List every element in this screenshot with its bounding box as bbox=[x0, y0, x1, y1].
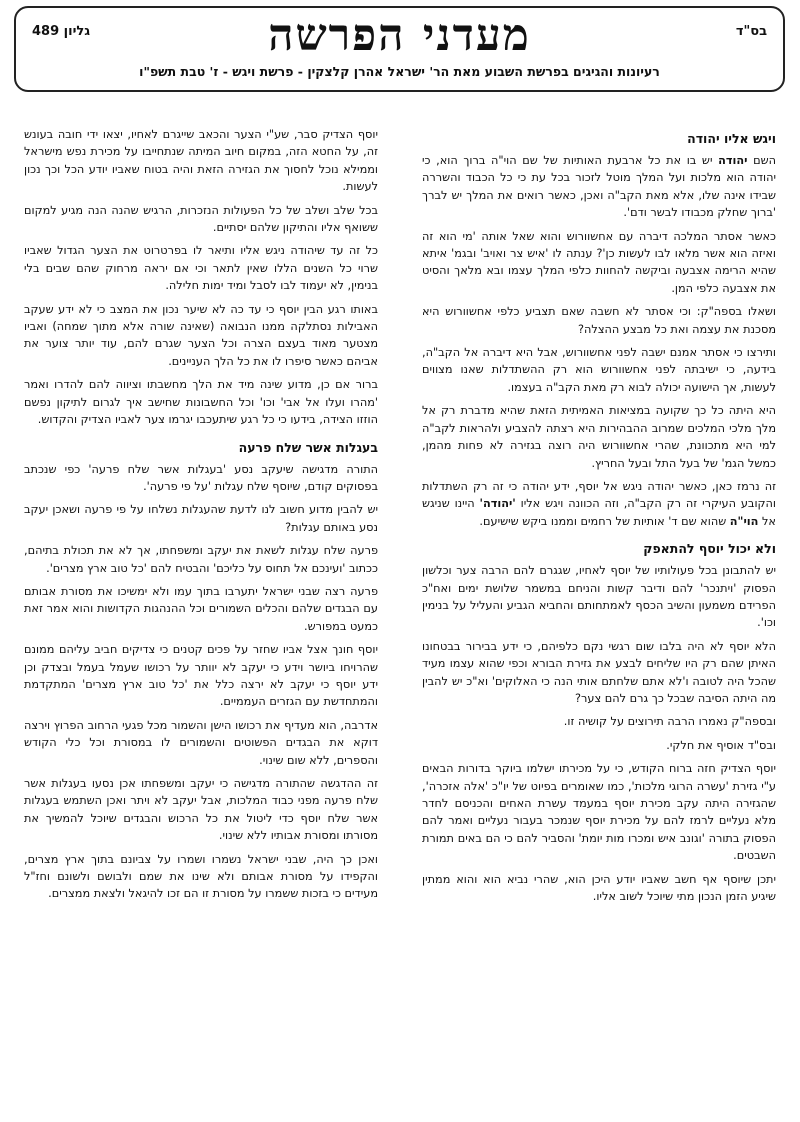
paragraph: הלא יוסף לא היה בלבו שום רגשי נקם כלפיהם, כי ידע בבירור בבטחונו האיתן שהם רק היו שליחים לבצע את גזירת הבורא וכפי שהוא עצמו מעיד שהכל היה לטובה ו'לא אתם שלחתם אותי הנה כי האלוקים' וא"כ יש להבין מה היתה הסיבה שבכל כך גרם להם צער? bbox=[422, 639, 776, 705]
right-column bbox=[422, 126, 776, 911]
paragraph: ברור אם כן, מדוע שינה מיד את הלך מחשבתו וציווה להם להדרו ואמר 'מהרו ועלו אל אבי' וכו' וכל החשבונות שחישב איך לגרום לתיקון נפשם הוזזו הצידה, בידעו כי כל רגע שיתעכבו יגרמו צער לאביו הצדיק והקדוש. bbox=[24, 378, 378, 427]
paragraph: יש להבין מדוע חשוב לנו לדעת שהעגלות נשלחו על פי פרעה ושאכן יעקב נסע באותם עגלות? bbox=[24, 503, 378, 534]
section-heading: ולא יכול יוסף להתאפק bbox=[643, 541, 776, 557]
paragraph: בכל שלב ושלב של כל הפעולות הנזכרות, הרגיש שהנה הנה מגיע למקום ששואף אליו והתיקון שלהם יסתיים. bbox=[24, 203, 378, 235]
paragraph: יתכן שיוסף אף חשב שאביו יודע היכן הוא, שהרי נביא הוא והוא ממתין שיגיע הזמן הנכון מתי שיוכל לשוב אליו. bbox=[422, 872, 776, 904]
newsletter-subtitle: רעיונות והגיגים בפרשת השבוע מאת הר' ישראל אהרן קלצקין - פרשת ויגש - ז' טבת תשפ"ו bbox=[139, 64, 660, 79]
paragraph: יוסף הצדיק חזה ברוח הקודש, כי על מכירתו ישלמו ביוקר בדורות הבאים ע"י גזירת 'עשרה הרוגי מלכות', כמו שאומרים בפיוט של יו"כ 'אלה אזכרה', שהגזירה היתה עקב מכירת יוסף במעמד עשרת האחים והכניסם לחדר מלא נעליים לרמז להם על מכירת יוסף שנמכר בעבור נעליים ואמר להם הפסוק בתורה 'וגונב איש ומכרו מות יומת' והסביר להם כי הם באים תמורת השבטים. bbox=[422, 762, 776, 863]
paragraph: ובספה"ק נאמרו הרבה תירוצים על קושיה זו. bbox=[563, 715, 776, 729]
paragraph: יוסף חונך אצל אביו שחזר על פכים קטנים כי צדיקים חביב עליהם ממונם שהרויחו ביושר וידע כי יעקב לא יוותר על רכושו שעמל בעמל ובצדק וכן ידע יוסף כי יעקב לא ירצה כלל את 'כל טוב ארץ מצרים' המתקדמת והמתחדשת עם הגזרים העממיים. bbox=[24, 643, 378, 709]
bsd-label: בס"ד bbox=[735, 24, 767, 39]
masthead-frame bbox=[14, 6, 785, 92]
bold-word: הוי"ה bbox=[729, 514, 759, 528]
paragraph: זה ההדגשה שהתורה מדגישה כי יעקב ומשפחתו אכן נסעו בעגלות אשר שלח פרעה מפני כבוד המלכות, אבל יעקב לא ויתר ואכן השתמש בעגלות אשר שלח יוסף כדי ליטול את כל הרכוש והבגדים שיוכל להמשיך את מסורתו ומסורת אבותיו ללא שינוי. bbox=[24, 777, 378, 843]
section-heading: בעגלות אשר שלח פרעה bbox=[238, 439, 378, 455]
section-heading: ויגש אליו יהודה bbox=[687, 131, 776, 146]
left-column bbox=[24, 126, 378, 909]
issue-number: גליון 489 bbox=[32, 24, 91, 39]
paragraph: פרעה שלח עגלות לשאת את יעקב ומשפחתו, אך לא את תכולת בתיהם, ככתוב 'ועינכם אל תחוס על כליכם' והבטיח להם 'כל טוב ארץ מצרים'. bbox=[24, 544, 378, 575]
paragraph: ואכן כך היה, שבני ישראל נשמרו ושמרו על צביונם בתוך ארץ מצרים, והקפידו על מסורת אבותם ולא שינו את שמם ולבושם ולשונם וחז"ל מעידים כי בזכות ששמרו על מסורת זו הם זכו להיגאל ולצאת ממצרים. bbox=[24, 852, 378, 901]
paragraph: יש להתבונן בכל פעולותיו של יוסף לאחיו, שגגרם להם הרבה צער וכלשון הפסוק 'ויתנכר' להם ודיבר קשות והניחם במשמר שלושת ימים ואח"כ הפרידם משמעון והשיב הכסף לאמתחותם והחביא הגביע והעליל על בנימין וכו'. bbox=[422, 564, 776, 630]
paragraph: כל זה עד שיהודה ניגש אליו ותיאר לו בפרטרוט את הצער הגדול שאביו שרוי כל השנים הללו שאין לתאר וכי אם יראה מרחוק שהם שבים בלי בנימין, לא יעמוד לבו לסבל ומיד ימות חלילה. bbox=[24, 244, 378, 293]
paragraph: אדרבה, הוא מעדיף את רכושו הישן והשמור מכל פגעי הרחוב הפרוץ וירצה דוקא את הבגדים הפשוטים והשמורים לו במסורת וכל כלי הקודש והספרים, ללא שום שינוי. bbox=[24, 718, 378, 767]
bold-word: יהודה bbox=[718, 154, 748, 167]
paragraph: זה נרמז כאן, כאשר יהודה ניגש אל יוסף, ידע יהודה כי זה רק השתדלות והקובע העיקרי זה רק הקב"ה, וזה הכוונה ויגש אליו 'יהודה' היינו שניגש אל הוי"ה שהוא שם ד' אותיות של רחמים וממנו ביקש שישיעם. bbox=[422, 479, 776, 528]
paragraph: כאשר אסתר המלכה דיברה עם אחשוורוש והוא שאל אותה 'מי הוא זה ואיזה הוא אשר מלאו לבו לעשות כן'? ענתה לו 'איש צר ואויב' ובגמ' איתא שהיא הרימה אצבעה וביקשה להחוות כלפי המלך עצמו ובא מלאך והסיט את אצבעה כלפי המן. bbox=[422, 229, 776, 295]
paragraph: פרעה רצה שבני ישראל יתערבו בתוך עמו ולא ימשיכו את מסורת אבותם עם הבגדים שלהם והכלים השמורים וכל ההנהגות הקדושות והוא אמר זאת כמעט במפורש. bbox=[24, 584, 378, 633]
newsletter-title: מעדני הפרשה bbox=[268, 10, 531, 61]
bold-word: 'יהודה' bbox=[479, 497, 516, 511]
paragraph: באותו רגע הבין יוסף כי עד כה לא שיער נכון את המצב כי לא ידע שעקב האבילות נסתלקה ממנו הנבואה (שאינה שורה אלא מתוך שמחה) ואביו מצטער מאוד בעצם הצרה וכל הצער שגרם להם, עוד יותר צוער את אביהם כאשר סיפרו לו את כל הלך העניינים. bbox=[24, 302, 378, 368]
paragraph: יוסף הצדיק סבר, שע"י הצער והכאב שייגרם לאחיו, יצאו ידי חובה בעונש זה, על החטא הזה, במקום חיוב המיתה שנתחייבו על מכירת נפש מישראל וממילא נוכל לחסוך את הגזירה הזאת והיה בטוח שאביו יודע הכל וכך נכון לעשות. bbox=[24, 128, 378, 194]
paragraph: השם יהודה יש בו את כל ארבעת האותיות של שם הוי"ה ברוך הוא, כי יהודה הוא מלכות ועל המלך מוטל לזכור בכל עת כי כל הכבוד והשררה שבידו אינה שלו, אלא מאת הקב"ה ואכן, כאשר רואים את המלך יש לברך 'ברוך שחלק מכבודו לבשר ודם'. bbox=[422, 154, 776, 220]
paragraph: ושאלו בספה"ק: וכי אסתר לא חשבה שאם תצביע כלפי אחשוורוש היא מסכנת את עצמה ואת כל מבצע ההצלה? bbox=[422, 305, 776, 336]
paragraph: ותירצו כי אסתר אמנם ישבה לפני אחשוורוש, אבל היא דיברה אל הקב"ה, בידעה, כי ישיבתה לפני אחשוורוש הוא רק ההשתדלות שאנו מצווים לעשות, אך הישועה יכולה לבוא רק מאת הקב"ה בעצמו. bbox=[422, 346, 776, 394]
paragraph: ובס"ד אוסיף את חלקי. bbox=[666, 738, 776, 752]
paragraph: התורה מדגישה שיעקב נסע 'בעגלות אשר שלח פרעה' כפי שנכתב בפסוקים קודם, שיוסף שלח עגלות 'על פי פרעה'. bbox=[24, 462, 378, 493]
paragraph: היא היתה כל כך שקועה במציאות האמיתית הזאת שהיא מדברת רק אל מלך מלכי המלכים שמרוב ההבהירות היא רצתה להצביע ולהראות לקב"ה למי היא מתכוונת, שהרי אחשוורוש היה רוצה בגזירה לא פחות מהמן, כמשל הגמ' של בעל התל ובעל החריץ. bbox=[422, 404, 776, 470]
